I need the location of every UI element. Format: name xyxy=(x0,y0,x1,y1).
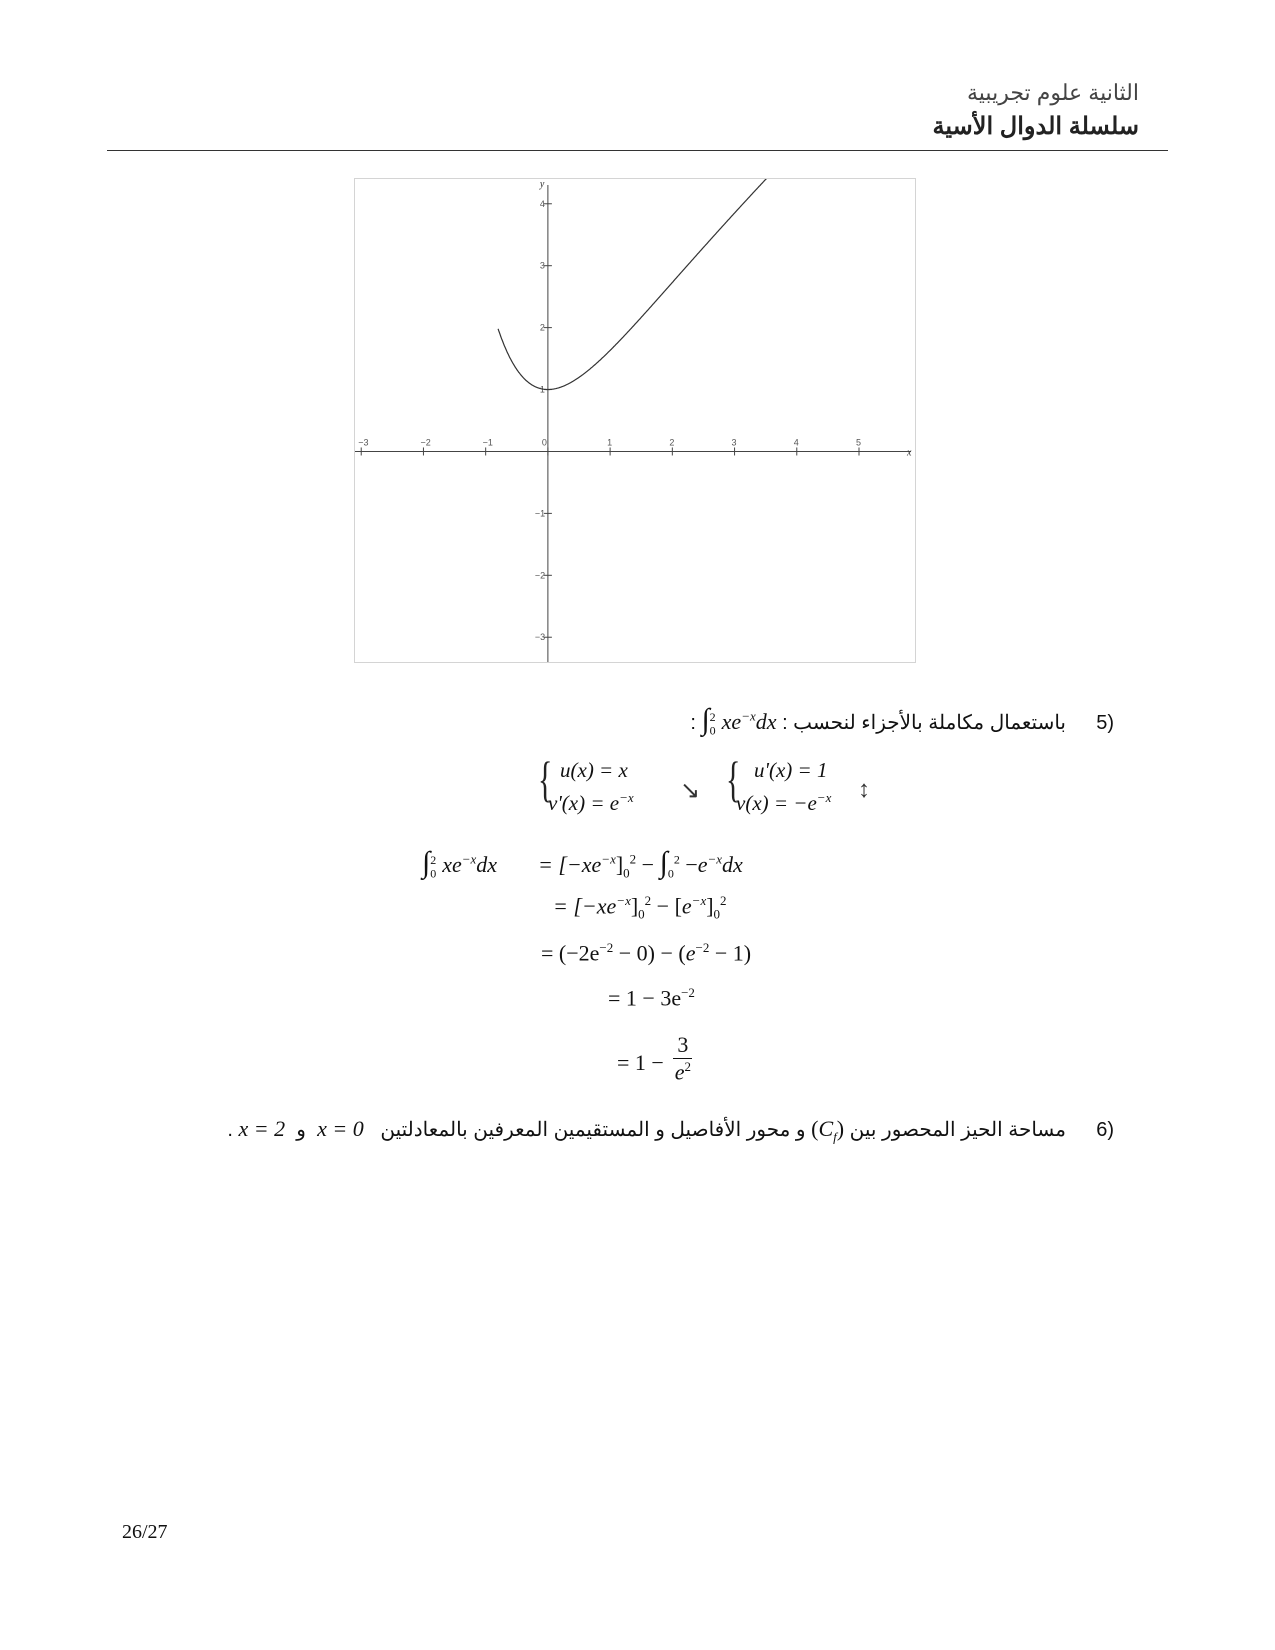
step-lhs: $\int_0^2$ $xe^{-x}dx$ xyxy=(422,846,498,881)
question-6 xyxy=(227,1116,1114,1145)
arrow-vertical: ↕ xyxy=(858,776,870,803)
x-tick-label: 0 xyxy=(541,437,547,448)
u-prime-definition: u'(x) = 1 xyxy=(754,758,828,782)
y-tick-label: −2 xyxy=(534,570,546,581)
u-definition: u(x) = x xyxy=(560,758,628,782)
axis-ticks xyxy=(358,199,861,642)
curve-name: $(C_f)$ xyxy=(811,1116,845,1145)
brace: { xyxy=(726,751,741,807)
y-tick-label: −3 xyxy=(534,632,546,643)
conjunction-and: و xyxy=(296,1119,306,1141)
fraction: $\frac{3}{e^2}$ xyxy=(674,1032,691,1085)
x-tick-label: 3 xyxy=(731,437,737,448)
arrow-diagonal: ↘ xyxy=(680,777,701,804)
question-5-text: باستعمال مكاملة بالأجزاء لنحسب : xyxy=(782,712,1066,734)
question-5-colon: : xyxy=(690,712,696,734)
x-tick-label: −2 xyxy=(420,437,431,448)
x-tick-label: −1 xyxy=(482,437,493,448)
x-tick-label: 5 xyxy=(856,437,862,448)
header-title: سلسلة الدوال الأسية xyxy=(932,113,1139,140)
question-5 xyxy=(690,703,1114,738)
question-5-integral: $\int_0^2$ $xe^{-x}dx$ xyxy=(701,703,777,738)
y-tick-label: −1 xyxy=(534,508,546,519)
y-tick-label: 3 xyxy=(539,260,545,271)
y-tick-label: 2 xyxy=(539,322,545,333)
question-6-period: . xyxy=(227,1119,233,1141)
y-axis-label: y xyxy=(539,179,545,190)
v-definition: v(x) = −e xyxy=(736,791,817,815)
equation-x0: x = 0 xyxy=(317,1116,364,1141)
header-divider xyxy=(107,150,1168,151)
page-number: 26/27 xyxy=(122,1521,168,1543)
equation-x2: x = 2 xyxy=(238,1116,286,1141)
step-5: = 1 − $\frac{3}{e^2}$ xyxy=(617,1032,691,1085)
function-graph xyxy=(354,178,916,663)
function-curve xyxy=(498,179,915,389)
graph-canvas xyxy=(355,179,915,662)
x-tick-label: −3 xyxy=(358,437,369,448)
question-6-text-b: و محور الأفاصيل و المستقيمين المعرفين بالمعادلتين xyxy=(380,1119,806,1141)
x-tick-label: 1 xyxy=(607,437,613,448)
step-3: = $(-2e^{-2} - 0) - (e^{-2} - 1)$ xyxy=(541,940,752,966)
y-tick-label: 1 xyxy=(539,384,545,395)
x-tick-label: 4 xyxy=(793,437,799,448)
question-5-number: 5) xyxy=(1096,712,1114,734)
integrand: xe xyxy=(721,709,742,734)
x-axis-label: x xyxy=(907,447,912,459)
brace: { xyxy=(538,751,553,807)
y-tick-label: 4 xyxy=(539,198,545,209)
exponent: −x xyxy=(741,708,756,724)
step-4: = $1 - 3e^{-2}$ xyxy=(608,985,695,1011)
step-2: = $[-xe^{-x}]_0^2 - [e^{-x}]_0^2$ xyxy=(553,893,727,922)
exponent: −x xyxy=(619,790,634,805)
question-6-text-a: مساحة الحيز المحصور بين xyxy=(849,1119,1066,1141)
header-subtitle: الثانية علوم تجريبية xyxy=(967,80,1139,105)
x-tick-label: 2 xyxy=(669,437,675,448)
question-6-number: 6) xyxy=(1096,1119,1114,1141)
step-1: = $[-xe^{-x}]_0^2 - \int_0^2 -e^{-x}dx$ xyxy=(538,846,743,881)
exponent: −x xyxy=(816,790,832,805)
v-prime-definition: v'(x) = e xyxy=(548,791,620,815)
